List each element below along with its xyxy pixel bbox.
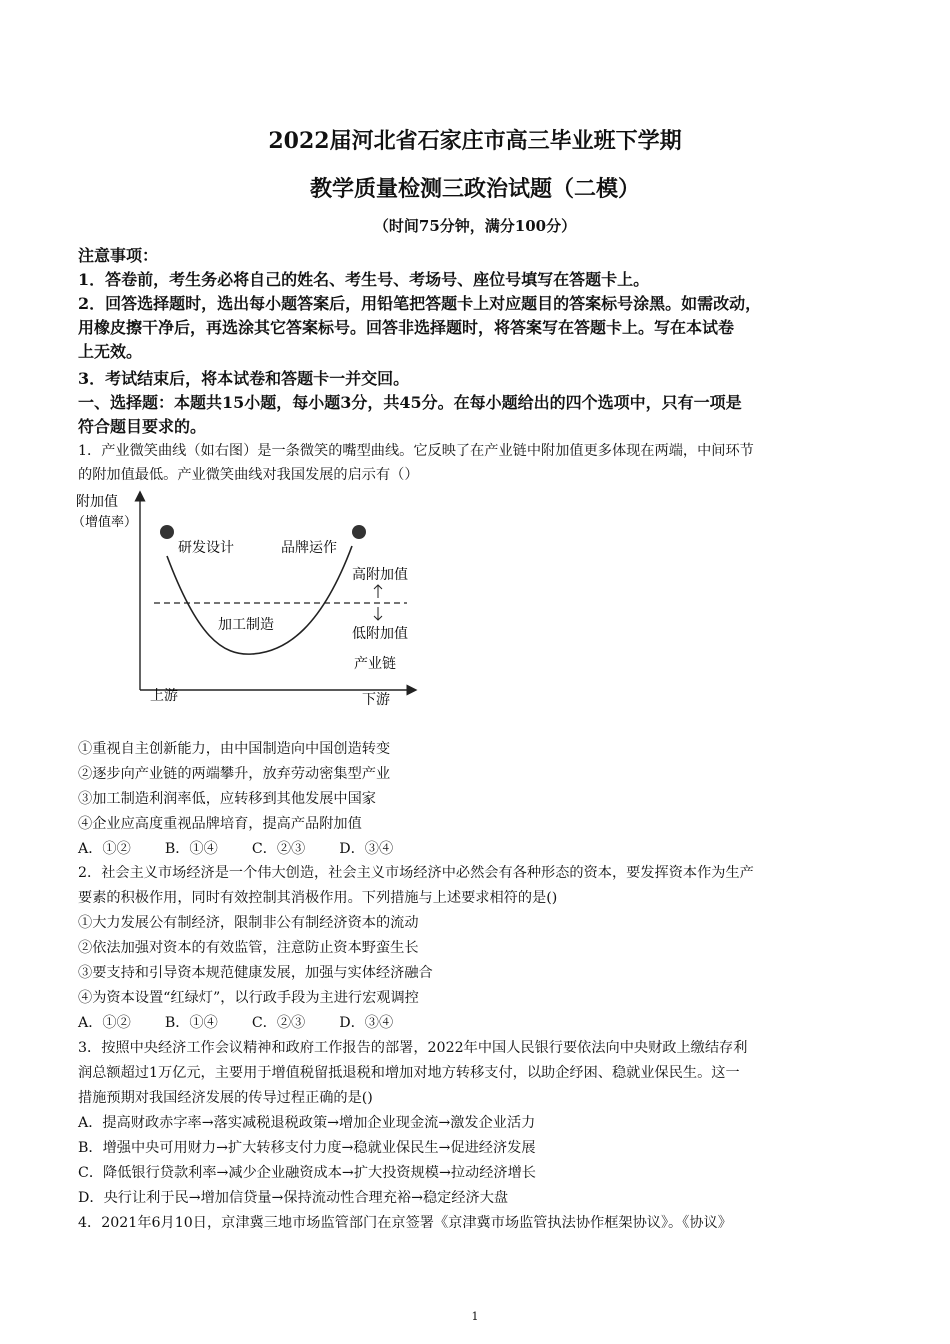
- q3-stem-2: 润总额超过1万亿元，主要用于增值税留抵退税和增加对地方转移支付，以助企纾困、稳就业保民生。这一: [78, 1065, 740, 1081]
- q1-choice-a[interactable]: A．①②: [78, 841, 131, 857]
- q1-choice-b[interactable]: B．①④: [164, 841, 218, 857]
- q1-stem-2: 的附加值最低。产业微笑曲线对我国发展的启示有（）: [78, 467, 419, 483]
- label-processing: 加工制造: [218, 617, 274, 633]
- q1-stem-1: 1．产业微笑曲线（如右图）是一条微笑的嘴型曲线。它反映了在产业链中附加值更多体现在两端，中间环节: [78, 443, 754, 459]
- notice-heading: 注意事项：: [78, 246, 159, 265]
- q2-option-4: ④为资本设置“红绿灯”，以行政手段为主进行宏观调控: [78, 990, 419, 1006]
- notice-item-2-cont2: 上无效。: [78, 342, 143, 361]
- label-brand-ops: 品牌运作: [281, 540, 337, 556]
- x-start-label: 上游: [150, 688, 178, 704]
- title-line-2: 教学质量检测三政治试题（二模）: [309, 176, 640, 202]
- q3-stem-1: 3．按照中央经济工作会议精神和政府工作报告的部署，2022年中国人民银行要依法向中央财政上缴结存利: [78, 1040, 748, 1056]
- left-endpoint-dot: [160, 525, 174, 539]
- q2-option-2: ②依法加强对资本的有效监管，注意防止资本野蛮生长: [78, 940, 419, 956]
- q2-choice-a[interactable]: A．①②: [78, 1015, 131, 1031]
- q1-option-1: ①重视自主创新能力，由中国制造向中国创造转变: [78, 741, 391, 757]
- q2-choice-c[interactable]: C．②③: [251, 1015, 306, 1031]
- y-axis-label: 附加值: [76, 494, 118, 510]
- label-high-value: 高附加值: [352, 567, 408, 583]
- q1-choices: [78, 838, 427, 858]
- x-end-label: 下游: [362, 692, 390, 708]
- notice-item-2: 2．回答选择题时，选出每小题答案后，用铅笔把答题卡上对应题目的答案标号涂黑。如需改动，: [78, 294, 762, 313]
- q3-option-b[interactable]: B．增强中央可用财力→扩大转移支付力度→稳就业保民生→促进经济发展: [78, 1140, 536, 1156]
- q3-option-c[interactable]: C．降低银行贷款利率→减少企业融资成本→扩大投资规模→拉动经济增长: [78, 1165, 536, 1181]
- notice-item-3: 3．考试结束后，将本试卷和答题卡一并交回。: [78, 369, 410, 388]
- q2-option-3: ③要支持和引导资本规范健康发展，加强与实体经济融合: [78, 965, 433, 981]
- q3-stem-3: 措施预期对我国经济发展的传导过程正确的是(): [78, 1090, 373, 1106]
- section-heading-cont: 符合题目要求的。: [78, 417, 207, 436]
- label-rd-design: 研发设计: [178, 540, 234, 556]
- section-heading: 一、选择题：本题共15小题，每小题3分，共45分。在每小题给出的四个选项中，只有一项是: [78, 393, 742, 412]
- title-line-1: 2022届河北省石家庄市高三毕业班下学期: [268, 128, 682, 154]
- q2-choice-d[interactable]: D．③④: [339, 1015, 394, 1031]
- right-endpoint-dot: [352, 525, 366, 539]
- y-axis-label-2: （增值率）: [72, 515, 138, 530]
- label-low-value: 低附加值: [352, 626, 408, 642]
- q2-choice-b[interactable]: B．①④: [164, 1015, 218, 1031]
- down-arrow-icon: [374, 607, 382, 620]
- up-arrow-icon: [374, 585, 382, 598]
- q1-choice-c[interactable]: C．②③: [251, 841, 306, 857]
- x-axis-label: 产业链: [354, 656, 396, 672]
- smile-curve: [167, 546, 352, 654]
- notice-item-2-cont: 用橡皮擦干净后，再选涂其它答案标号。回答非选择题时，将答案写在答题卡上。写在本试卷: [78, 318, 735, 337]
- exam-meta: （时间75分钟，满分100分）: [373, 217, 577, 235]
- q2-choices: [78, 1012, 427, 1032]
- q3-option-a[interactable]: A．提高财政赤字率→落实减税退税政策→增加企业现金流→激发企业活力: [78, 1115, 536, 1131]
- q3-option-d[interactable]: D．央行让利于民→增加信贷量→保持流动性合理充裕→稳定经济大盘: [78, 1190, 509, 1206]
- q2-stem-2: 要素的积极作用，同时有效控制其消极作用。下列措施与上述要求相符的是(): [78, 890, 558, 906]
- q2-stem-1: 2．社会主义市场经济是一个伟大创造，社会主义市场经济中必然会有各种形态的资本，要发挥资本作为生产: [78, 865, 754, 881]
- q1-option-3: ③加工制造利润率低，应转移到其他发展中国家: [78, 791, 376, 807]
- q4-stem-1: 4．2021年6月10日，京津冀三地市场监管部门在京签署《京津冀市场监管执法协作框架协议》。《协议》: [78, 1215, 732, 1231]
- page-number: 1: [471, 1310, 479, 1323]
- smile-curve-chart: [72, 486, 432, 716]
- q1-choice-d[interactable]: D．③④: [339, 841, 394, 857]
- q1-option-2: ②逐步向产业链的两端攀升，放弃劳动密集型产业: [78, 766, 391, 782]
- notice-item-1: 1．答卷前，考生务必将自己的姓名、考生号、考场号、座位号填写在答题卡上。: [78, 270, 650, 289]
- q1-option-4: ④企业应高度重视品牌培育，提高产品附加值: [78, 816, 362, 832]
- q2-option-1: ①大力发展公有制经济，限制非公有制经济资本的流动: [78, 915, 419, 931]
